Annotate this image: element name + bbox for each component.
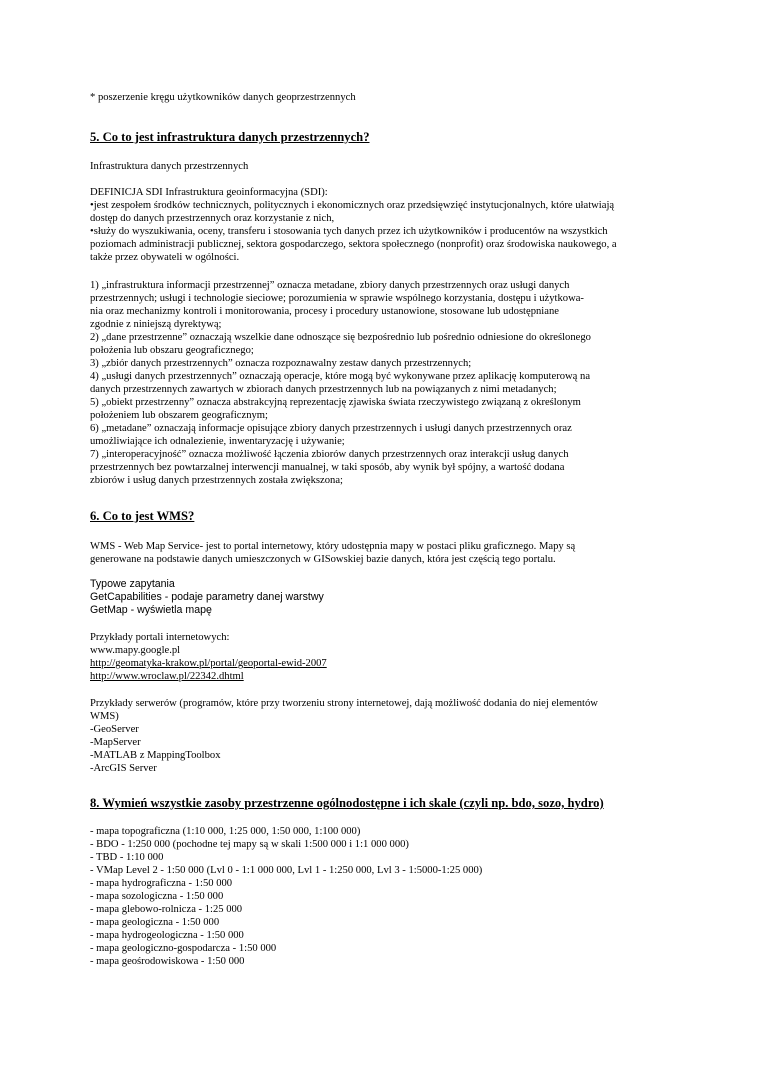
s6-query-getcapabilities: GetCapabilities - podaje parametry danej warstwy: [90, 591, 324, 603]
s8-item: - VMap Level 2 - 1:50 000 (Lvl 0 - 1:1 000 000, Lvl 1 - 1:250 000, Lvl 3 - 1:5000-1:25 000): [90, 865, 483, 876]
s5-list-line: położenia lub obszaru geograficznego;: [90, 345, 254, 356]
s6-desc-line: WMS - Web Map Service- jest to portal internetowy, który udostępnia mapy w postaci pliku graficznego. Mapy są: [90, 541, 576, 552]
s8-item: - mapa hydrograficzna - 1:50 000: [90, 878, 233, 889]
s8-item: - BDO - 1:250 000 (pochodne tej mapy są w skali 1:500 000 i 1:1 000 000): [90, 839, 409, 850]
s6-servers-line: WMS): [90, 711, 119, 722]
s8-item: - mapa topograficzna (1:10 000, 1:25 000, 1:50 000, 1:100 000): [90, 826, 361, 837]
s5-list-line: 6) „metadane” oznaczają informacje opisujące zbiory danych przestrzennych i usługi danych przestrzennych oraz: [90, 423, 572, 434]
s5-def-line: dostęp do danych przestrzennych oraz korzystanie z nich,: [90, 213, 335, 224]
s6-query-getmap: GetMap - wyświetla mapę: [90, 604, 212, 616]
s6-portals-label: Przykłady portali internetowych:: [90, 632, 230, 643]
s6-portal-link[interactable]: http://www.wroclaw.pl/22342.dhtml: [90, 671, 244, 682]
s6-servers-line: Przykłady serwerów (programów, które przy tworzeniu strony internetowej, dają możliwość dodania do niej elementów: [90, 698, 598, 709]
s6-server-item: -ArcGIS Server: [90, 763, 157, 774]
s5-list-line: umożliwiające ich odnalezienie, inwentaryzację i używanie;: [90, 436, 345, 447]
section-5-heading: 5. Co to jest infrastruktura danych przestrzennych?: [90, 130, 370, 144]
s5-def-line: •jest zespołem środków technicznych, politycznych i ekonomicznych oraz przedsięwzięć instytucjonalnych, które ułatwiają: [90, 200, 615, 211]
s5-list-line: zgodnie z niniejszą dyrektywą;: [90, 319, 222, 330]
section-6-heading: 6. Co to jest WMS?: [90, 509, 195, 523]
s5-def-line: także przez obywateli w ogólności.: [90, 252, 240, 263]
s5-list-line: zbiorów i usług danych przestrzennych została zwiększona;: [90, 475, 343, 486]
s5-list-line: danych przestrzennych zawartych w zbiorach danych przestrzennych lub na powiązanych z nimi metadanych;: [90, 384, 557, 395]
s5-list-line: 7) „interoperacyjność” oznacza możliwość łączenia zbiorów danych przestrzennych oraz interakcji usług danych: [90, 449, 569, 460]
s8-item: - mapa geologiczno-gospodarcza - 1:50 000: [90, 943, 277, 954]
s6-server-item: -GeoServer: [90, 724, 139, 735]
section-8-heading: 8. Wymień wszystkie zasoby przestrzenne ogólnodostępne i ich skale (czyli np. bdo, sozo, hydro): [90, 796, 604, 810]
s5-def-line: •służy do wyszukiwania, oceny, transferu i stosowania tych danych przez ich użytkowników i producentów na wszystkich: [90, 226, 608, 237]
s5-list-line: 5) „obiekt przestrzenny” oznacza abstrakcyjną reprezentację zjawiska świata rzeczywistego związaną z określonym: [90, 397, 581, 408]
s8-item: - mapa glebowo-rolnicza - 1:25 000: [90, 904, 243, 915]
s6-server-item: -MATLAB z MappingToolbox: [90, 750, 221, 761]
s6-desc-line: generowane na podstawie danych umieszczonych w GISowskiej bazie danych, która jest częścią tego portalu.: [90, 554, 556, 565]
s5-list-line: 2) „dane przestrzenne” oznaczają wszelkie dane odnoszące się bezpośrednio lub pośrednio odniesione do określonego: [90, 332, 591, 343]
s5-list-line: nia oraz mechanizmy kontroli i monitorowania, procesy i procedury ustanowione, stosowane lub udostępniane: [90, 306, 559, 317]
s5-def-line: poziomach administracji publicznej, sektora gospodarczego, sektora społecznego (nonprofit) oraz środowiska naukowego, a: [90, 239, 617, 250]
s8-item: - mapa sozologiczna - 1:50 000: [90, 891, 224, 902]
s5-list-line: 1) „infrastruktura informacji przestrzennej” oznacza metadane, zbiory danych przestrzennych oraz usługi danych: [90, 280, 570, 291]
s8-item: - mapa geośrodowiskowa - 1:50 000: [90, 956, 245, 967]
s8-item: - mapa hydrogeologiczna - 1:50 000: [90, 930, 244, 941]
s6-portal-plain: www.mapy.google.pl: [90, 645, 181, 656]
s8-item: - TBD - 1:10 000: [90, 852, 164, 863]
s5-list-line: przestrzennych; usługi i technologie sieciowe; porozumienia w sprawie wspólnego korzystania, dostępu i użytkowa-: [90, 293, 584, 304]
s5-list-line: 3) „zbiór danych przestrzennych” oznacza rozpoznawalny zestaw danych przestrzennych;: [90, 358, 472, 369]
s5-list-line: położeniem lub obszarem geograficznym;: [90, 410, 268, 421]
s8-item: - mapa geologiczna - 1:50 000: [90, 917, 220, 928]
s5-list-line: 4) „usługi danych przestrzennych” oznaczają operacje, które mogą być wykonywane przez aplikację komputerową na: [90, 371, 591, 382]
s5-def-line: DEFINICJA SDI Infrastruktura geoinformacyjna (SDI):: [90, 187, 328, 198]
s6-portal-link[interactable]: http://geomatyka-krakow.pl/portal/geoportal-ewid-2007: [90, 658, 327, 669]
s6-query-title: Typowe zapytania: [90, 578, 175, 590]
s5-list-line: przestrzennych bez powtarzalnej interwencji manualnej, w taki sposób, aby wynik był spójny, a wartość dodana: [90, 462, 565, 473]
top-bullet: * poszerzenie kręgu użytkowników danych geoprzestrzennych: [90, 92, 356, 103]
s5-intro: Infrastruktura danych przestrzennych: [90, 161, 249, 172]
s6-server-item: -MapServer: [90, 737, 141, 748]
